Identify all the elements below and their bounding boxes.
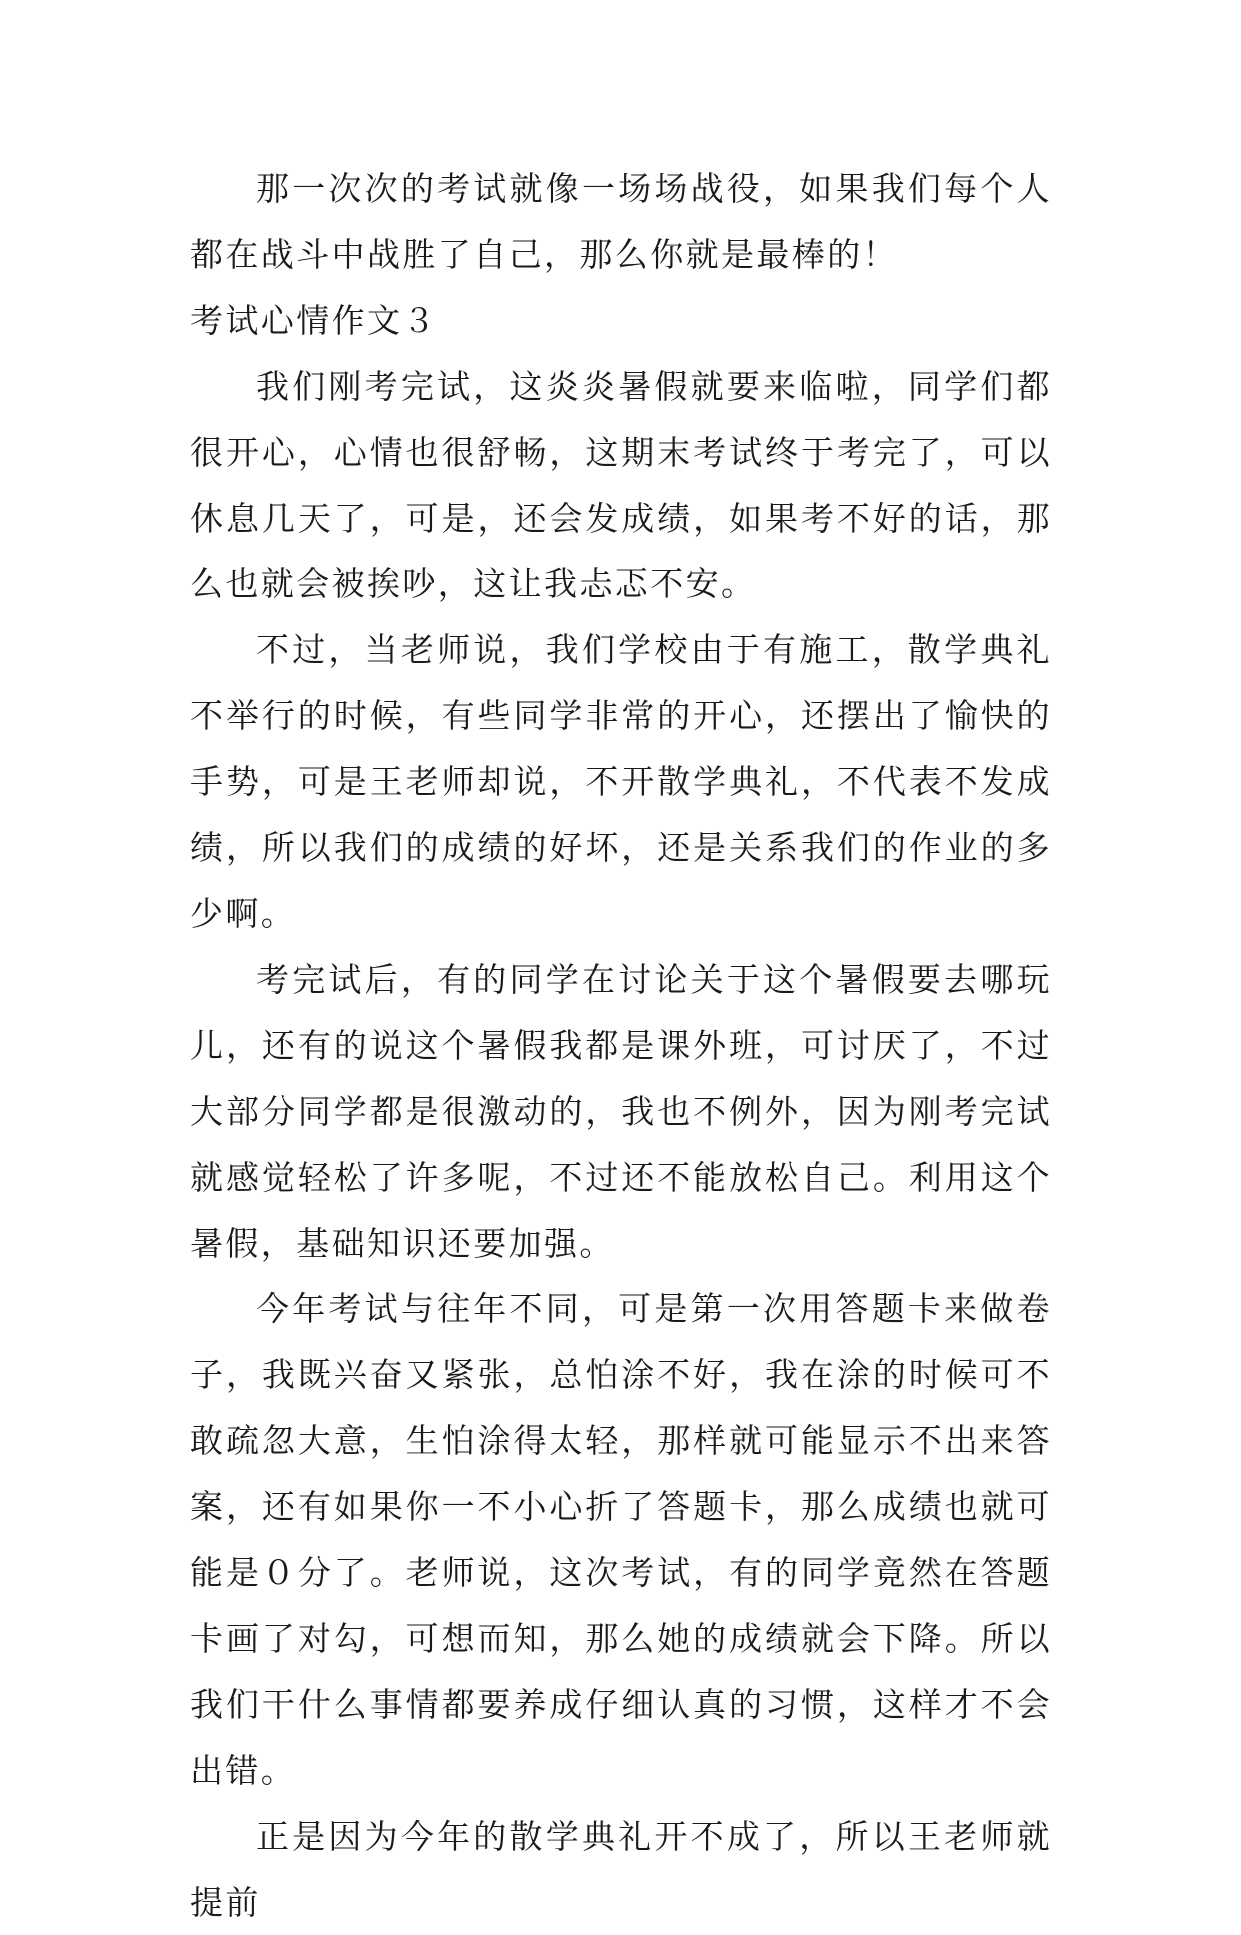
paragraph: 考完试后，有的同学在讨论关于这个暑假要去哪玩儿，还有的说这个暑假我都是课外班，可讨厌了，不过大部分同学都是很激动的，我也不例外，因为刚考完试就感觉轻松了许多呢，不过还不能放松自己。利用这个暑假，基础知识还要加强。 [190, 959, 1052, 1263]
section-heading: 考试心情作文３ [190, 300, 438, 340]
paragraph: 正是因为今年的散学典礼开不成了，所以王老师就提前 [190, 1816, 1052, 1922]
paragraph: 今年考试与往年不同，可是第一次用答题卡来做卷子，我既兴奋又紧张，总怕涂不好，我在涂的时候可不敢疏忽大意，生怕涂得太轻，那样就可能显示不出来答案，还有如果你一不小心折了答题卡，那么成绩也就可能是０分了。老师说，这次考试，有的同学竟然在答题卡画了对勾，可想而知，那么她的成绩就会下降。所以我们干什么事情都要养成仔细认真的习惯，这样才不会出错。 [190, 1289, 1052, 1790]
paragraph: 那一次次的考试就像一场场战役，如果我们每个人都在战斗中战胜了自己，那么你就是最棒的！ [190, 169, 1052, 274]
paragraph: 我们刚考完试，这炎炎暑假就要来临啦，同学们都很开心，心情也很舒畅，这期末考试终于考完了，可以休息几天了，可是，还会发成绩，如果考不好的话，那么也就会被挨吵，这让我忐忑不安。 [190, 366, 1052, 604]
document-body [190, 156, 1052, 1935]
paragraph: 不过，当老师说，我们学校由于有施工，散学典礼不举行的时候，有些同学非常的开心，还摆出了愉快的手势，可是王老师却说，不开散学典礼，不代表不发成绩，所以我们的成绩的好坏，还是关系我们的作业的多少啊。 [190, 630, 1052, 933]
